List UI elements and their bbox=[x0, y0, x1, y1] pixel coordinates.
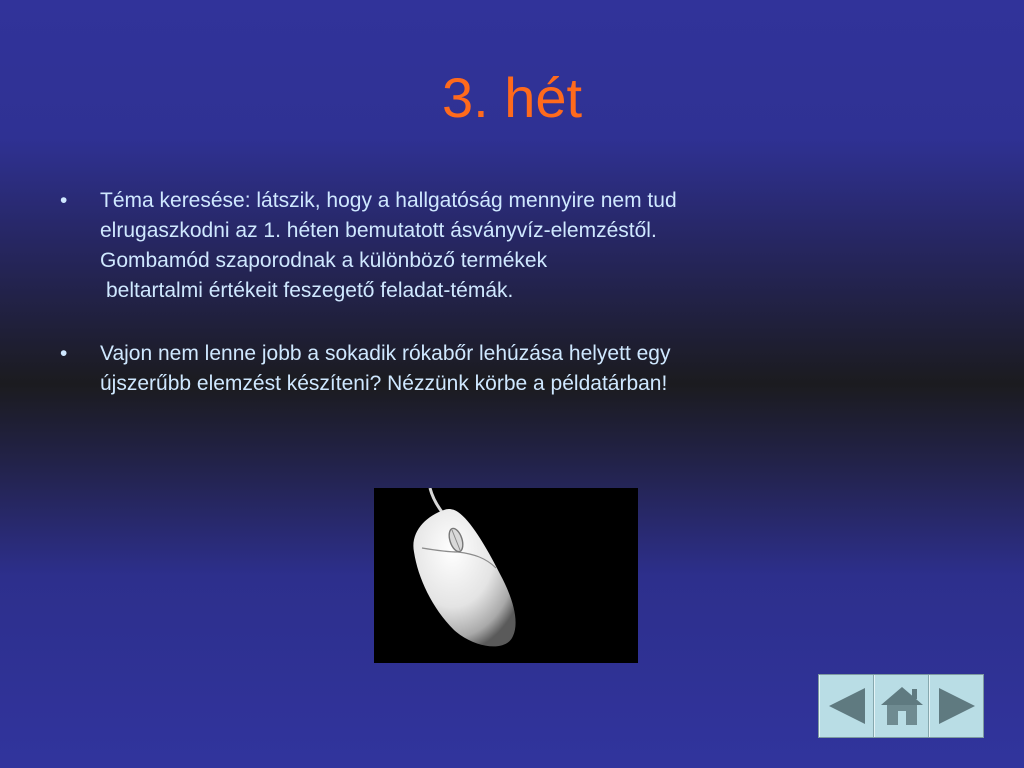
computer-mouse-icon bbox=[374, 488, 638, 663]
slide-title: 3. hét bbox=[441, 66, 583, 129]
bullet-text-line: Gombamód szaporodnak a különböző termékek bbox=[100, 249, 548, 272]
home-icon bbox=[879, 683, 925, 729]
home-slide-button[interactable] bbox=[874, 675, 929, 737]
bullet-text-line: beltartalmi értékeit feszegető feladat-témák. bbox=[106, 279, 514, 302]
bullet-list bbox=[60, 186, 840, 432]
previous-slide-button[interactable] bbox=[819, 675, 874, 737]
bullet-marker: • bbox=[60, 342, 68, 365]
computer-mouse-image bbox=[374, 488, 638, 663]
bullet-text-line: Vajon nem lenne jobb a sokadik rókabőr lehúzása helyett egy bbox=[100, 342, 671, 365]
slide-navigation bbox=[818, 674, 984, 738]
bullet-text-line: újszerűbb elemzést készíteni? Nézzünk körbe a példatárban! bbox=[100, 372, 668, 395]
next-slide-button[interactable] bbox=[929, 675, 983, 737]
bullet-item bbox=[60, 339, 840, 399]
bullet-item bbox=[60, 186, 840, 306]
bullet-text-line: elrugaszkodni az 1. héten bemutatott ásványvíz-elemzéstől. bbox=[100, 219, 657, 242]
arrow-right-icon bbox=[935, 684, 979, 728]
bullet-marker: • bbox=[60, 189, 68, 212]
arrow-left-icon bbox=[825, 684, 869, 728]
bullet-text-line: Téma keresése: látszik, hogy a hallgatóság mennyire nem tud bbox=[100, 189, 677, 212]
